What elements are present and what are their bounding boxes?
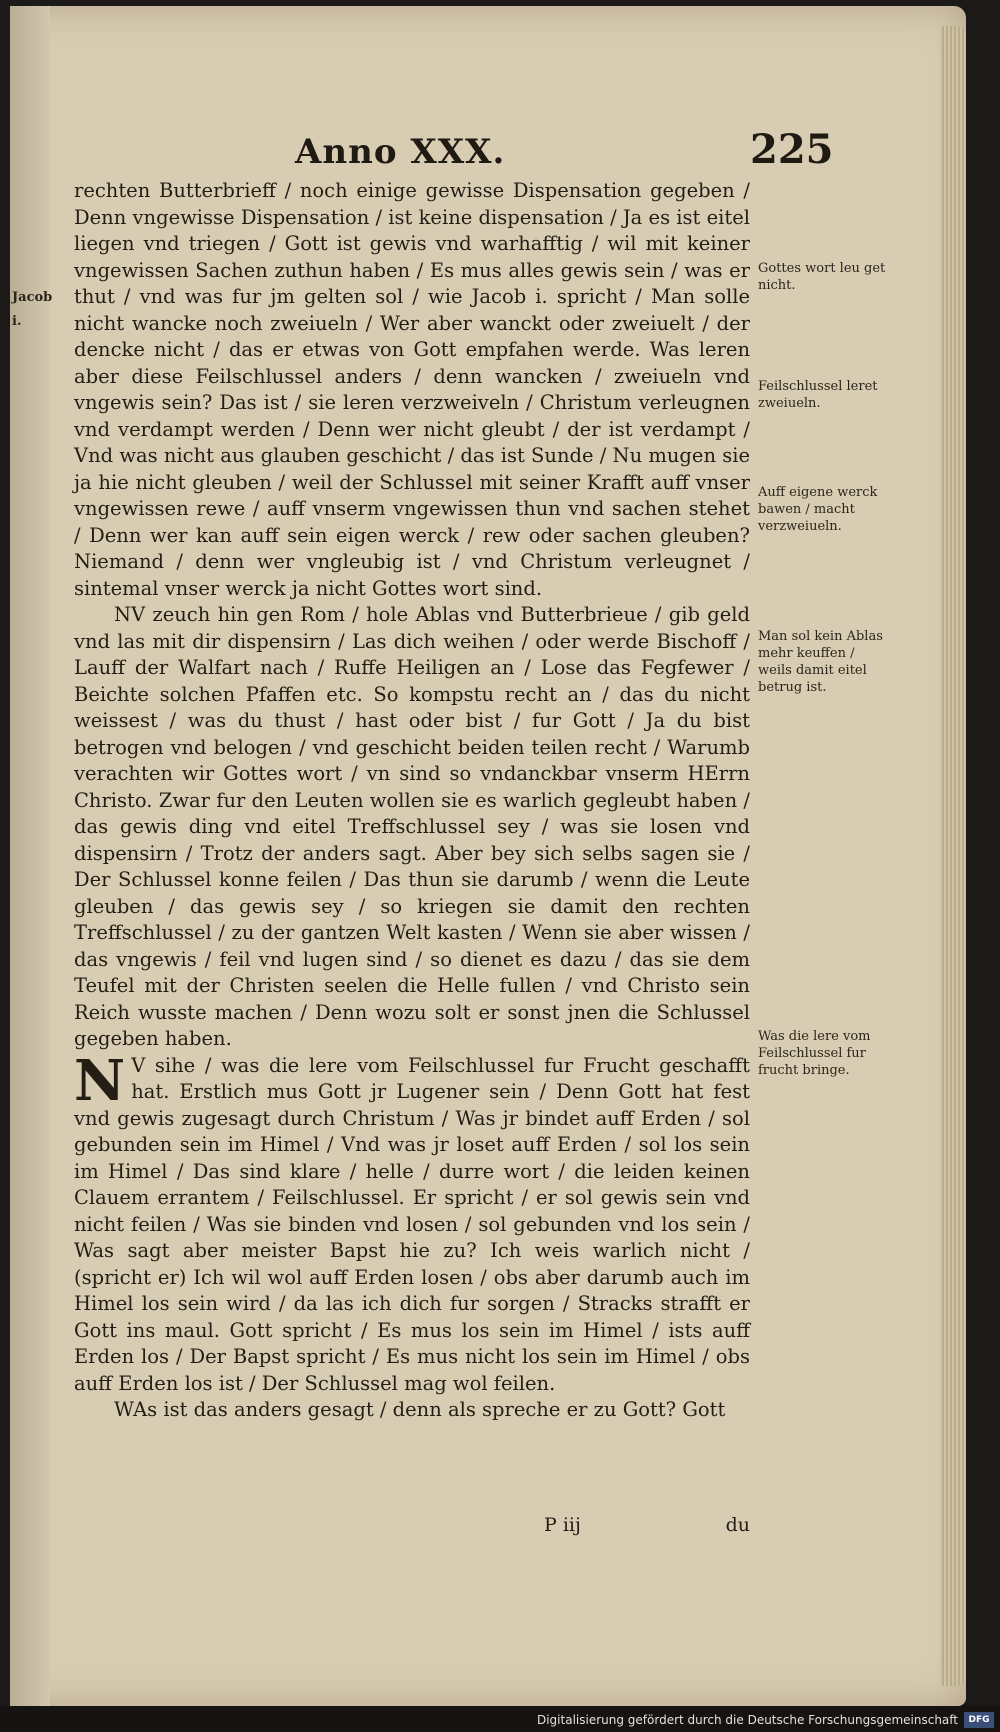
facing-page-stub (12, 286, 53, 334)
running-head: Anno XXX. (295, 132, 506, 172)
margin-note: Feilschlussel leret zweiueln. (758, 379, 878, 411)
margin-note: Was die lere vom Feilschlussel fur frucht bringe. (758, 1029, 871, 1078)
book-page (10, 6, 966, 1706)
catchword: du (725, 1514, 750, 1536)
stub-word: i. (12, 314, 22, 329)
credit-text: Digitalisierung gefördert durch die Deutsche Forschungsgemeinschaft (536, 1713, 958, 1727)
signature-mark: P iij (544, 1514, 581, 1536)
page-header (70, 126, 850, 186)
stub-word: Jacob (12, 290, 53, 305)
main-text (74, 178, 750, 1424)
margin-note: Auff eigene werck bawen / macht verzweiueln. (758, 485, 878, 534)
margin-note: Man sol kein Ablas mehr keuffen / weils damit eitel betrug ist. (758, 629, 883, 695)
paragraph: rechten Butterbrieff / noch einige gewisse Dispensation gegeben / Denn vngewisse Dispensation / ist keine dispensation / Ja es ist eitel liegen vnd triegen / Gott ist gewis vnd warhafftig / wil mit keiner vngewissen Sachen zuthun haben / Es mus alles gewis sein / was er thut / vnd was fur jm gelten sol / wie Jacob i. spricht / Man solle nicht wancke noch zweiueln / Wer aber wanckt oder zweiuelt / der dencke nicht / das er etwas von Gott empfahen werde. Was leren aber diese Feilschlussel anders / denn wancken / zweiueln vnd vngewis sein? Das ist / sie leren verzweiveln / Christum verleugnen vnd verdampt werden / Denn wer nicht gleubt / der ist verdampt / Vnd was nicht aus glauben geschicht / das ist Sunde / Nu mugen sie ja hie nicht gleuben / weil der Schlussel mit seiner Krafft auff vnser vngewissen rewe / auff vnserm vngewissen thun vnd sachen stehet / Denn wer kan auff sein eigen werck / rew oder sachen gleuben? Niemand / denn wer vngleubig ist / vnd Christum verleugnet / sintemal vnser werck ja nicht Gottes wort sind. (74, 179, 750, 600)
page-gutter (10, 6, 53, 1706)
margin-note: Gottes wort leu get nicht. (758, 261, 886, 293)
paragraph: NV sihe / was die lere vom Feilschlussel fur Frucht geschafft hat. Erstlich mus Gott jr Lugener sein / Denn Gott hat fest vnd gewis zugesagt durch Christum / Was jr bindet auff Erden / sol gebunden sein im Himel / Vnd was jr loset auff Erden / sol los sein im Himel / Das sind klare / helle / durre wort / die leiden keinen Clauem errantem / Feilschlussel. Er spricht / er sol gewis sein vnd nicht feilen / Was sie binden vnd losen / sol gebunden vnd los sein / Was sagt aber meister Bapst hie zu? Ich weis warlich nicht / (spricht er) Ich wil wol auff Erden losen / obs aber darumb auch im Himel los sein wird / da las ich dich fur sorgen / Stracks strafft er Gott ins maul. Gott spricht / Es mus los sein im Himel / ists auff Erden los / Der Bapst spricht / Es mus nicht los sein im Himel / obs auff Erden los ist / Der Schlussel mag wol feilen. (74, 1047, 750, 1395)
page-number: 225 (750, 126, 834, 173)
paragraph: NV zeuch hin gen Rom / hole Ablas vnd Butterbrieue / gib geld vnd las mit dir dispensirn / Las dich weihen / oder werde Bischoff / Lauff der Walfart nach / Ruffe Heiligen an / Lose das Fegfewer / Beichte solchen Pfaffen etc. So kompstu recht an / das du nicht weissest / was du thust / hast oder bist / fur Gott / Ja du bist betrogen vnd belogen / vnd geschicht beiden teilen recht / Warumb verachten wir Gottes wort / vn sind so vndanckbar vnserm HErrn Christo. Zwar fur den Leuten wollen sie es warlich gegleubt haben / das gewis ding vnd eitel Treffschlussel sey / was sie losen vnd dispensirn / Trotz der anders sagt. Aber bey sich selbs sagen sie / Der Schlussel konne feilen / Das thun sie darumb / wenn die Leute gleuben / das gewis sey / so kriegen sie damit den rechten Treffschlussel / zu der gantzen Welt kasten / Wenn sie aber wissen / das vngewis / feil vnd lugen sind / so dienet es dazu / das sie dem Teufel mit der Christen seelen die Helle fullen / vnd Christo sein Reich wusste machen / Denn wozu solt er sonst jnen die Schlussel gegeben haben. (74, 603, 750, 1050)
dfg-logo-icon: DFG (964, 1712, 994, 1728)
page-edge (940, 26, 966, 1686)
paragraph: WAs ist das anders gesagt / denn als spreche er zu Gott? Gott (114, 1398, 726, 1421)
page-footer (74, 1514, 750, 1544)
credit-bar (0, 1706, 1000, 1732)
